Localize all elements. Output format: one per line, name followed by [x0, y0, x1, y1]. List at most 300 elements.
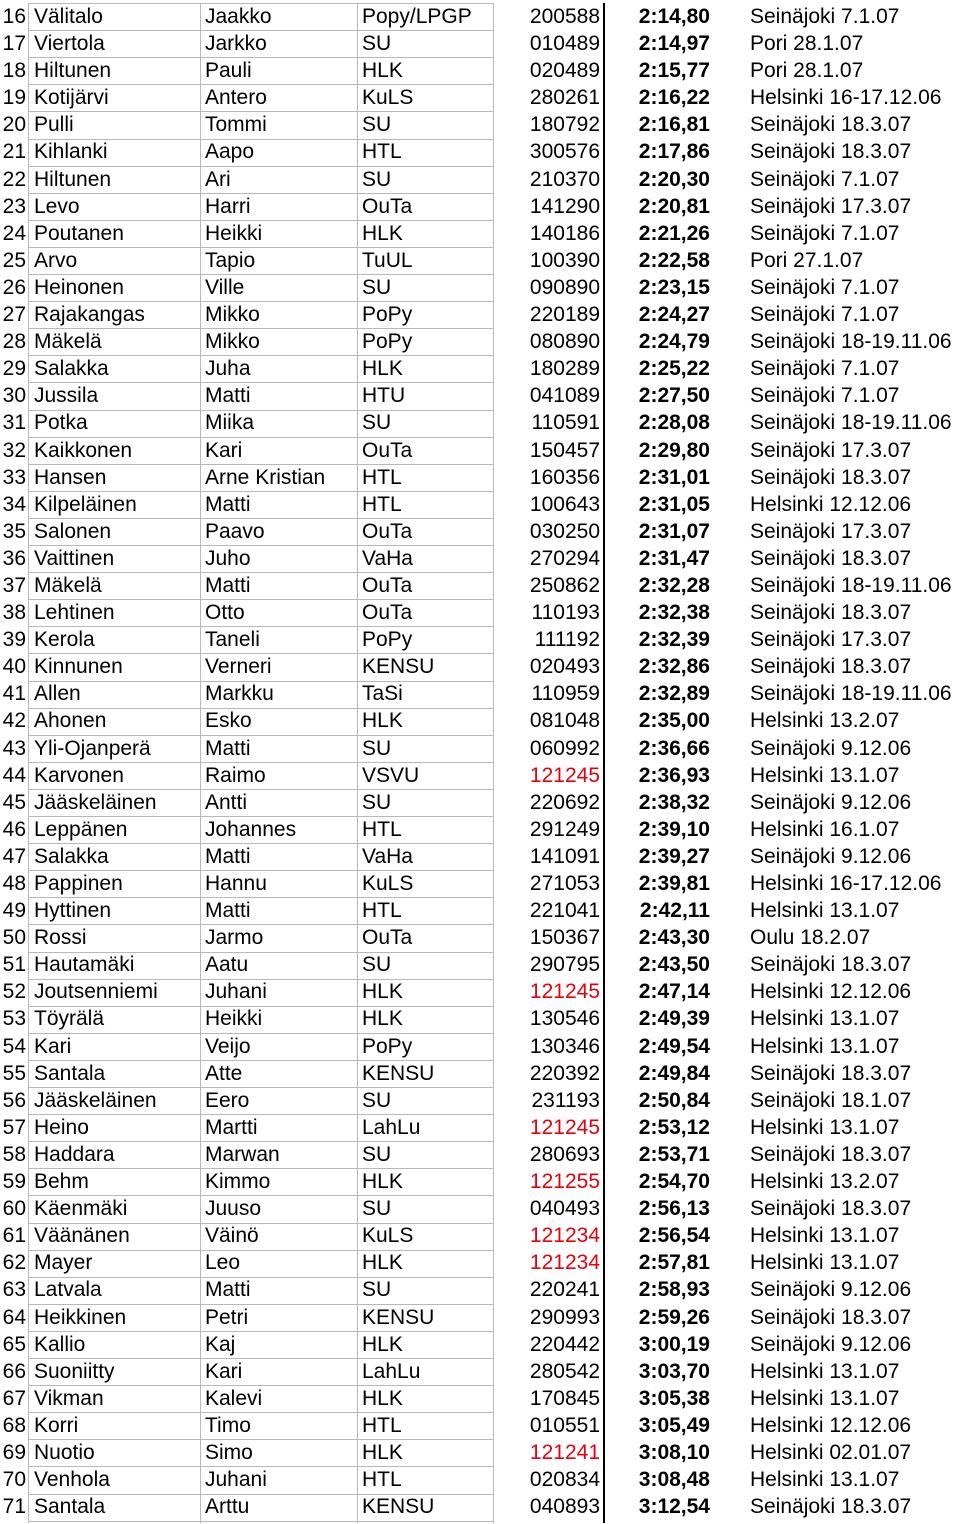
first-name-cell: Pauli — [205, 59, 252, 83]
rank-cell: 45 — [2, 790, 26, 814]
time-cell: 2:53,71 — [638, 1142, 710, 1166]
last-name-cell: Pulli — [34, 113, 74, 137]
venue-date-cell: Helsinki 13.1.07 — [750, 1034, 900, 1058]
time-cell: 2:31,01 — [638, 465, 710, 489]
venue-date-cell: Seinäjoki 9.12.06 — [750, 736, 912, 760]
last-name-cell: Santala — [34, 1495, 106, 1519]
rank-cell: 44 — [2, 763, 26, 787]
club-cell: SU — [362, 736, 392, 760]
rank-cell: 58 — [2, 1142, 26, 1166]
rank-cell: 43 — [2, 736, 26, 760]
club-cell: PoPy — [362, 1034, 413, 1058]
first-name-cell: Otto — [205, 601, 245, 625]
birthdate-cell: 030250 — [529, 519, 600, 543]
last-name-cell: Jääskeläinen — [34, 790, 157, 814]
rank-cell: 49 — [2, 899, 26, 923]
last-name-cell: Kallio — [34, 1332, 86, 1356]
time-cell: 2:36,66 — [638, 736, 710, 760]
club-cell: KENSU — [362, 655, 435, 679]
table-row — [0, 355, 960, 382]
venue-date-cell: Seinäjoki 18.3.07 — [750, 1142, 912, 1166]
venue-date-cell: Pori 28.1.07 — [750, 59, 864, 83]
venue-date-cell: Helsinki 13.1.07 — [750, 1251, 900, 1275]
last-name-cell: Levo — [34, 194, 80, 218]
rank-cell: 32 — [2, 438, 26, 462]
venue-date-cell: Seinäjoki 7.1.07 — [750, 303, 900, 327]
birthdate-cell: 220189 — [529, 303, 600, 327]
rank-cell: 27 — [2, 303, 26, 327]
rank-cell: 54 — [2, 1034, 26, 1058]
time-cell: 3:08,10 — [638, 1440, 710, 1464]
club-cell: HLK — [362, 1386, 403, 1410]
last-name-cell: Kihlanki — [34, 140, 108, 164]
last-name-cell: Hiltunen — [34, 59, 112, 83]
birthdate-cell: 220442 — [529, 1332, 600, 1356]
last-name-cell: Latvala — [34, 1278, 102, 1302]
time-cell: 2:15,77 — [638, 59, 710, 83]
club-cell: SU — [362, 1197, 392, 1221]
first-name-cell: Matti — [205, 899, 251, 923]
club-cell: HTL — [362, 899, 402, 923]
first-name-cell: Jarmo — [205, 926, 264, 950]
last-name-cell: Jussila — [34, 384, 99, 408]
rank-cell: 69 — [2, 1440, 26, 1464]
birthdate-cell: 130346 — [529, 1034, 600, 1058]
first-name-cell: Jaakko — [205, 5, 272, 28]
table-row — [0, 3, 960, 30]
club-cell: HLK — [362, 709, 403, 733]
first-name-cell: Antti — [205, 790, 248, 814]
club-cell: LahLu — [362, 1359, 421, 1383]
club-cell: HLK — [362, 59, 403, 83]
last-name-cell: Jääskeläinen — [34, 1088, 157, 1112]
first-name-cell: Eero — [205, 1088, 250, 1112]
birthdate-cell: 180289 — [529, 357, 600, 381]
last-name-cell: Venhola — [34, 1468, 110, 1492]
rank-cell: 26 — [2, 275, 26, 299]
table-row — [0, 1005, 960, 1032]
time-cell: 2:54,70 — [638, 1170, 710, 1194]
first-name-cell: Leo — [205, 1251, 241, 1275]
birthdate-cell: 220241 — [529, 1278, 600, 1302]
birthdate-cell: 221041 — [529, 899, 600, 923]
table-row — [0, 1060, 960, 1087]
first-name-cell: Petri — [205, 1305, 249, 1329]
venue-date-cell: Seinäjoki 18.3.07 — [750, 140, 912, 164]
rank-cell: 62 — [2, 1251, 26, 1275]
birthdate-cell: 020489 — [529, 59, 600, 83]
time-cell: 2:39,27 — [638, 844, 710, 868]
rank-cell: 34 — [2, 492, 26, 516]
rank-cell: 48 — [2, 872, 26, 895]
birthdate-cell: 110959 — [531, 682, 600, 706]
club-cell: OuTa — [362, 438, 413, 462]
last-name-cell: Kilpeläinen — [34, 492, 137, 516]
rank-cell: 70 — [2, 1468, 26, 1492]
table-row — [0, 1358, 960, 1385]
last-name-cell: Arvo — [34, 248, 78, 272]
first-name-cell: Kari — [205, 1359, 243, 1383]
time-cell: 2:39,81 — [638, 872, 710, 895]
table-row — [0, 1466, 960, 1493]
table-row — [0, 1087, 960, 1114]
time-cell: 2:36,93 — [638, 763, 710, 787]
time-cell: 2:35,00 — [638, 709, 710, 733]
club-cell: HLK — [362, 1332, 403, 1356]
time-cell: 2:50,84 — [638, 1088, 710, 1112]
first-name-cell: Marwan — [205, 1142, 280, 1166]
venue-date-cell: Helsinki 16-17.12.06 — [750, 86, 942, 110]
first-name-cell: Miika — [205, 411, 255, 435]
club-cell: HTL — [362, 465, 402, 489]
first-name-cell: Ville — [205, 275, 245, 299]
first-name-cell: Aatu — [205, 953, 249, 977]
first-name-cell: Taneli — [205, 628, 260, 652]
club-cell: OuTa — [362, 194, 413, 218]
venue-date-cell: Seinäjoki 9.12.06 — [750, 790, 912, 814]
rank-cell: 39 — [2, 628, 26, 652]
first-name-cell: Aapo — [205, 140, 255, 164]
birthdate-cell: 291249 — [529, 817, 600, 841]
last-name-cell: Väänänen — [34, 1224, 130, 1248]
time-cell: 2:47,14 — [638, 980, 710, 1004]
time-cell: 2:23,15 — [638, 275, 710, 299]
last-name-cell: Salakka — [34, 357, 109, 381]
venue-date-cell: Seinäjoki 7.1.07 — [750, 167, 900, 191]
last-name-cell: Korri — [34, 1413, 79, 1437]
last-name-cell: Salonen — [34, 519, 112, 543]
rank-cell: 40 — [2, 655, 26, 679]
time-cell: 2:57,81 — [638, 1251, 710, 1275]
table-row — [0, 762, 960, 789]
table-row — [0, 599, 960, 626]
first-name-cell: Juhani — [205, 980, 267, 1004]
club-cell: VSVU — [362, 763, 420, 787]
last-name-cell: Mäkelä — [34, 573, 102, 597]
venue-date-cell: Helsinki 12.12.06 — [750, 492, 912, 516]
time-cell: 2:24,79 — [638, 330, 710, 354]
birthdate-cell: 110193 — [531, 601, 600, 625]
club-cell: SU — [362, 275, 392, 299]
last-name-cell: Vikman — [34, 1386, 104, 1410]
time-cell: 2:53,12 — [638, 1115, 710, 1139]
birthdate-cell: 290795 — [529, 953, 600, 977]
birthdate-cell: 210370 — [529, 167, 600, 191]
birthdate-cell: 170845 — [529, 1386, 600, 1410]
time-cell: 2:43,50 — [638, 953, 710, 977]
venue-date-cell: Seinäjoki 18.3.07 — [750, 601, 912, 625]
last-name-cell: Leppänen — [34, 817, 128, 841]
last-name-cell: Heinonen — [34, 275, 124, 299]
first-name-cell: Jarkko — [205, 32, 267, 56]
last-name-cell: Hiltunen — [34, 167, 112, 191]
birthdate-cell: 290993 — [529, 1305, 600, 1329]
venue-date-cell: Helsinki 13.1.07 — [750, 763, 900, 787]
last-name-cell: Nuotio — [34, 1440, 95, 1464]
venue-date-cell: Seinäjoki 18.3.07 — [750, 953, 912, 977]
first-name-cell: Atte — [205, 1061, 243, 1085]
time-cell: 2:32,89 — [638, 682, 710, 706]
birthdate-cell: 010489 — [529, 32, 600, 56]
table-row — [0, 1331, 960, 1358]
rank-cell: 21 — [2, 140, 26, 164]
time-cell: 2:14,80 — [638, 5, 710, 28]
rank-cell: 19 — [2, 86, 26, 110]
venue-date-cell: Oulu 18.2.07 — [750, 926, 871, 950]
venue-date-cell: Helsinki 13.2.07 — [750, 1170, 900, 1194]
rank-cell: 36 — [2, 546, 26, 570]
time-cell: 2:32,38 — [638, 601, 710, 625]
rank-cell: 53 — [2, 1007, 26, 1031]
table-row — [0, 328, 960, 355]
last-name-cell: Rossi — [34, 926, 87, 950]
club-cell: OuTa — [362, 926, 413, 950]
venue-date-cell: Helsinki 13.1.07 — [750, 1468, 900, 1492]
table-row — [0, 220, 960, 247]
rank-cell: 67 — [2, 1386, 26, 1410]
table-row — [0, 707, 960, 734]
rank-cell: 65 — [2, 1332, 26, 1356]
first-name-cell: Juha — [205, 357, 251, 381]
venue-date-cell: Helsinki 13.1.07 — [750, 1007, 900, 1031]
club-cell: PoPy — [362, 303, 413, 327]
time-cell: 2:56,13 — [638, 1197, 710, 1221]
first-name-cell: Arne Kristian — [205, 465, 326, 489]
birthdate-cell: 060992 — [529, 736, 600, 760]
time-cell: 2:20,81 — [638, 194, 710, 218]
venue-date-cell: Seinäjoki 17.3.07 — [750, 519, 912, 543]
table-row — [0, 301, 960, 328]
last-name-cell: Joutsenniemi — [34, 980, 158, 1004]
club-cell: HLK — [362, 357, 403, 381]
last-name-cell: Hyttinen — [34, 899, 112, 923]
first-name-cell: Hannu — [205, 872, 267, 895]
last-name-cell: Kari — [34, 1034, 72, 1058]
birthdate-cell: 081048 — [529, 709, 600, 733]
table-row — [0, 870, 960, 897]
time-cell: 2:42,11 — [639, 899, 710, 923]
table-row — [0, 978, 960, 1005]
venue-date-cell: Pori 28.1.07 — [750, 32, 864, 56]
birthdate-cell: 121234 — [529, 1251, 600, 1275]
rank-cell: 51 — [2, 953, 26, 977]
venue-date-cell: Helsinki 16-17.12.06 — [750, 872, 942, 895]
table-row — [0, 138, 960, 165]
table-row — [0, 735, 960, 762]
time-cell: 2:56,54 — [638, 1224, 710, 1248]
first-name-cell: Juuso — [205, 1197, 262, 1221]
table-row — [0, 1276, 960, 1303]
birthdate-cell: 270294 — [529, 546, 600, 570]
birthdate-cell: 100643 — [529, 492, 600, 516]
time-cell: 2:14,97 — [638, 32, 710, 56]
rank-cell: 24 — [2, 221, 26, 245]
time-cell: 2:49,39 — [638, 1007, 710, 1031]
venue-date-cell: Seinäjoki 18.3.07 — [750, 1197, 912, 1221]
rank-cell: 57 — [2, 1115, 26, 1139]
first-name-cell: Esko — [205, 709, 252, 733]
venue-date-cell: Seinäjoki 17.3.07 — [750, 438, 912, 462]
time-cell: 3:05,49 — [638, 1413, 710, 1437]
club-cell: OuTa — [362, 573, 413, 597]
first-name-cell: Juho — [205, 546, 251, 570]
rank-cell: 66 — [2, 1359, 26, 1383]
time-cell: 3:08,48 — [638, 1468, 710, 1492]
club-cell: HLK — [362, 980, 403, 1004]
birthdate-cell: 180792 — [529, 113, 600, 137]
table-row — [0, 57, 960, 84]
venue-date-cell: Seinäjoki 17.3.07 — [750, 194, 912, 218]
birthdate-cell: 280261 — [529, 86, 600, 110]
birthdate-cell: 020834 — [529, 1468, 600, 1492]
venue-date-cell: Seinäjoki 7.1.07 — [750, 221, 900, 245]
first-name-cell: Kaj — [205, 1332, 236, 1356]
club-cell: PoPy — [362, 628, 413, 652]
first-name-cell: Antero — [205, 86, 267, 110]
birthdate-cell: 300576 — [529, 140, 600, 164]
time-cell: 2:38,32 — [638, 790, 710, 814]
club-cell: VaHa — [362, 844, 413, 868]
birthdate-cell: 250862 — [529, 573, 600, 597]
time-cell: 2:31,47 — [638, 546, 710, 570]
table-row — [0, 1168, 960, 1195]
table-row — [0, 680, 960, 707]
time-cell: 2:58,93 — [638, 1278, 710, 1302]
last-name-cell: Kotijärvi — [34, 86, 109, 110]
club-cell: SU — [362, 411, 392, 435]
venue-date-cell: Seinäjoki 18.3.07 — [750, 465, 912, 489]
table-row — [0, 789, 960, 816]
rank-cell: 46 — [2, 817, 26, 841]
results-table — [0, 3, 960, 1520]
birthdate-cell: 090890 — [529, 275, 600, 299]
table-row — [0, 382, 960, 409]
table-row — [0, 1493, 960, 1520]
first-name-cell: Raimo — [205, 763, 266, 787]
last-name-cell: Suoniitty — [34, 1359, 115, 1383]
club-cell: Popy/LPGP — [362, 5, 472, 28]
last-name-cell: Mayer — [34, 1251, 93, 1275]
rank-cell: 28 — [2, 330, 26, 354]
venue-date-cell: Helsinki 02.01.07 — [750, 1440, 912, 1464]
time-cell: 3:05,38 — [638, 1386, 710, 1410]
table-row — [0, 464, 960, 491]
row-divider — [28, 1521, 494, 1522]
birthdate-cell: 040893 — [529, 1495, 600, 1519]
time-cell: 2:32,28 — [638, 573, 710, 597]
table-row — [0, 572, 960, 599]
table-row — [0, 843, 960, 870]
first-name-cell: Markku — [205, 682, 274, 706]
venue-date-cell: Pori 27.1.07 — [750, 248, 864, 272]
time-cell: 2:16,22 — [638, 86, 710, 110]
venue-date-cell: Seinäjoki 18.1.07 — [750, 1088, 912, 1112]
table-row — [0, 1195, 960, 1222]
venue-date-cell: Seinäjoki 7.1.07 — [750, 357, 900, 381]
venue-date-cell: Seinäjoki 18.3.07 — [750, 1305, 912, 1329]
table-row — [0, 1412, 960, 1439]
last-name-cell: Välitalo — [34, 5, 103, 28]
venue-date-cell: Seinäjoki 18.3.07 — [750, 546, 912, 570]
rank-cell: 29 — [2, 357, 26, 381]
last-name-cell: Käenmäki — [34, 1197, 128, 1221]
table-row — [0, 247, 960, 274]
table-row — [0, 1033, 960, 1060]
birthdate-cell: 220692 — [529, 790, 600, 814]
last-name-cell: Pappinen — [34, 872, 123, 895]
birthdate-cell: 280542 — [529, 1359, 600, 1383]
rank-cell: 22 — [2, 167, 26, 191]
birthdate-cell: 121245 — [529, 763, 600, 787]
club-cell: SU — [362, 953, 392, 977]
last-name-cell: Allen — [34, 682, 81, 706]
venue-date-cell: Seinäjoki 9.12.06 — [750, 1332, 912, 1356]
time-cell: 2:49,84 — [638, 1061, 710, 1085]
birthdate-cell: 010551 — [529, 1413, 600, 1437]
table-row — [0, 1249, 960, 1276]
club-cell: OuTa — [362, 519, 413, 543]
birthdate-cell: 110591 — [531, 411, 600, 435]
last-name-cell: Rajakangas — [34, 303, 145, 327]
last-name-cell: Poutanen — [34, 221, 124, 245]
venue-date-cell: Helsinki 13.1.07 — [750, 1115, 900, 1139]
club-cell: KuLS — [362, 1224, 414, 1248]
first-name-cell: Johannes — [205, 817, 297, 841]
club-cell: KENSU — [362, 1305, 435, 1329]
rank-cell: 41 — [2, 682, 26, 706]
venue-date-cell: Seinäjoki 9.12.06 — [750, 844, 912, 868]
time-cell: 3:03,70 — [638, 1359, 710, 1383]
last-name-cell: Santala — [34, 1061, 106, 1085]
venue-date-cell: Helsinki 13.1.07 — [750, 1386, 900, 1410]
last-name-cell: Yli-Ojanperä — [34, 736, 151, 760]
club-cell: OuTa — [362, 601, 413, 625]
rank-cell: 37 — [2, 573, 26, 597]
time-cell: 2:20,30 — [638, 167, 710, 191]
club-cell: HLK — [362, 221, 403, 245]
rank-cell: 52 — [2, 980, 26, 1004]
time-cell: 2:21,26 — [638, 221, 710, 245]
rank-cell: 25 — [2, 248, 26, 272]
time-cell: 2:17,86 — [638, 140, 710, 164]
table-row — [0, 653, 960, 680]
birthdate-cell: 111192 — [534, 628, 600, 652]
table-row — [0, 409, 960, 436]
venue-date-cell: Seinäjoki 17.3.07 — [750, 628, 912, 652]
venue-date-cell: Seinäjoki 18-19.11.06 — [750, 330, 952, 354]
club-cell: SU — [362, 1088, 392, 1112]
first-name-cell: Tommi — [205, 113, 267, 137]
club-cell: HTL — [362, 817, 402, 841]
club-cell: HLK — [362, 1170, 403, 1194]
club-cell: HTL — [362, 492, 402, 516]
first-name-cell: Matti — [205, 573, 251, 597]
venue-date-cell: Helsinki 13.1.07 — [750, 1359, 900, 1383]
first-name-cell: Paavo — [205, 519, 265, 543]
rank-cell: 20 — [2, 113, 26, 137]
first-name-cell: Veijo — [205, 1034, 251, 1058]
club-cell: HTL — [362, 140, 402, 164]
time-cell: 2:43,30 — [638, 926, 710, 950]
last-name-cell: Lehtinen — [34, 601, 115, 625]
time-cell: 2:31,05 — [638, 492, 710, 516]
birthdate-cell: 080890 — [529, 330, 600, 354]
last-name-cell: Heikkinen — [34, 1305, 127, 1329]
first-name-cell: Kari — [205, 438, 243, 462]
last-name-cell: Potka — [34, 411, 88, 435]
table-row — [0, 816, 960, 843]
venue-date-cell: Seinäjoki 7.1.07 — [750, 5, 900, 28]
